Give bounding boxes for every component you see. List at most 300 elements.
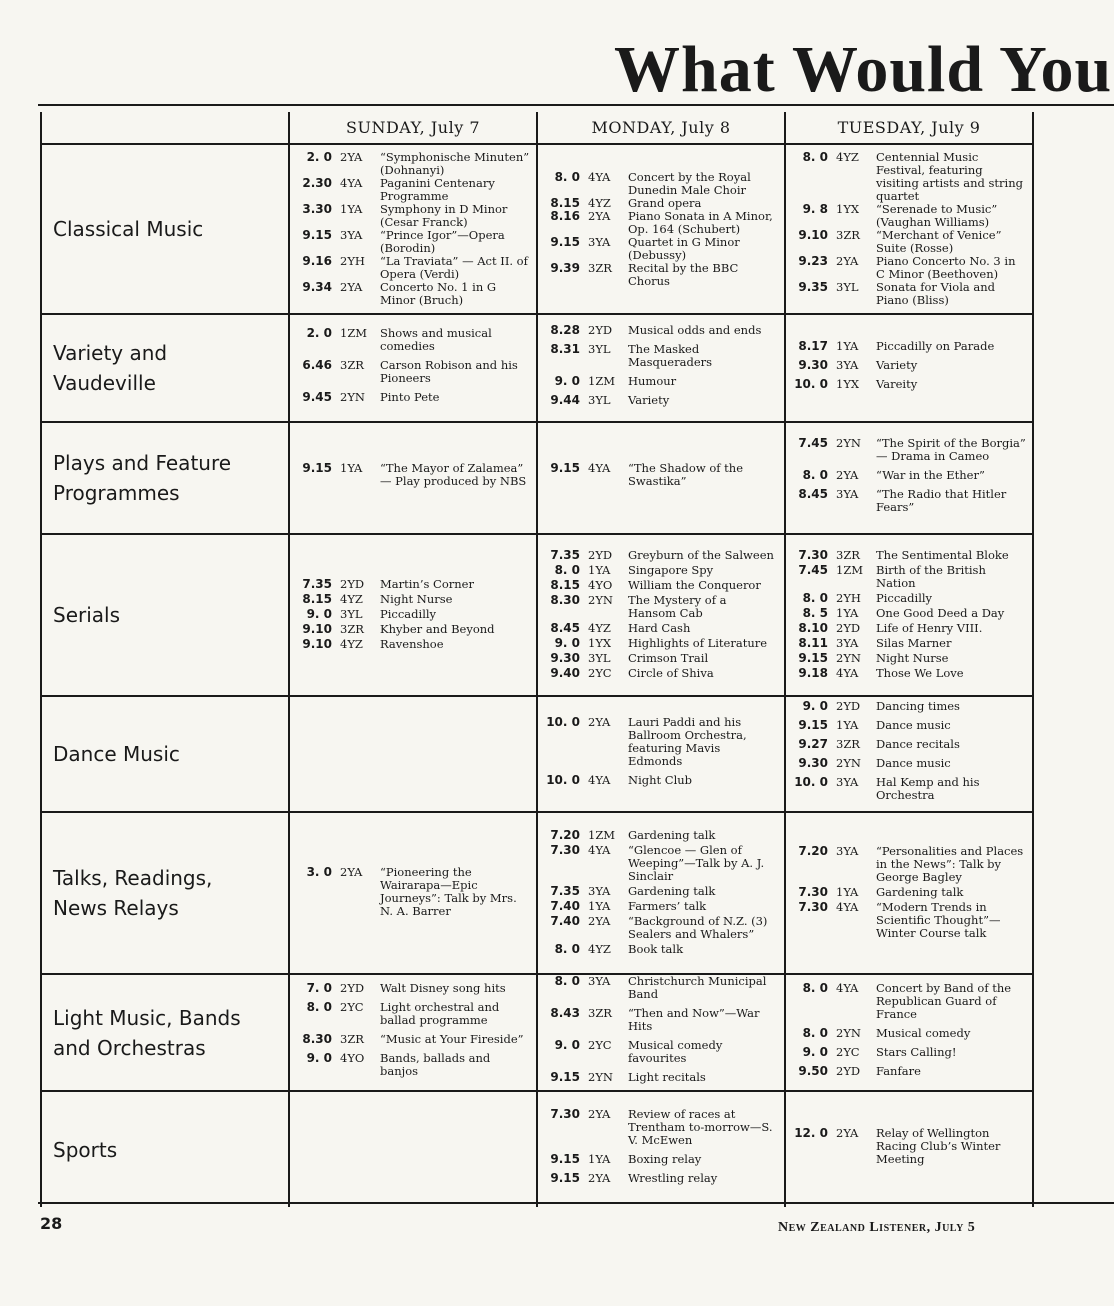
entry-station: 2YD: [836, 699, 861, 713]
programme-entry: [538, 1172, 784, 1191]
entry-time: 9. 0: [554, 635, 580, 650]
programme-list: [786, 151, 1032, 307]
entry-description: Concert by Band of the Republican Guard of France: [876, 980, 1012, 1021]
entry-description: Bands, ballads and banjos: [380, 1050, 491, 1078]
entry-description: “Merchant of Venice” Suite (Rosse): [876, 228, 1002, 255]
entry-description: “Serenade to Music” (Vaughan Williams): [876, 202, 998, 229]
entry-description: Christchurch Municipal Band: [628, 974, 767, 1001]
entry-station: 1YX: [836, 376, 860, 391]
programme-entry: [786, 151, 1032, 203]
entry-station: 2YA: [588, 208, 611, 223]
programme-entry: [290, 1001, 536, 1033]
entry-time: 8.15: [550, 577, 580, 592]
entry-station: 3YL: [836, 280, 859, 294]
entry-time: 9.34: [302, 280, 332, 294]
entry-time: 8. 0: [306, 999, 332, 1014]
programme-entry: [786, 607, 1032, 622]
programme-entry: [786, 378, 1032, 397]
programme-rows: [41, 144, 1033, 1207]
entry-description: Wrestling relay: [628, 1171, 718, 1185]
programme-entry: [786, 652, 1032, 667]
entry-station: 3YA: [588, 974, 611, 988]
entry-description: Khyber and Beyond: [380, 621, 495, 636]
programme-entry: [538, 885, 784, 900]
entry-time: 7. 0: [306, 980, 332, 995]
entry-station: 1YX: [588, 635, 612, 650]
programme-entry: [538, 900, 784, 915]
entry-description: “Pioneering the Wairarapa—Epic Journeys”: Talk by Mrs. N. A. Barrer: [380, 865, 517, 918]
entry-station: 3ZR: [340, 357, 364, 372]
entry-time: 10. 0: [546, 714, 580, 729]
entry-description: Singapore Spy: [628, 562, 714, 577]
programme-list: [786, 700, 1032, 808]
entry-station: 2YA: [340, 865, 363, 879]
programme-entry: [786, 622, 1032, 637]
category-cell: [41, 422, 289, 534]
programme-entry: [538, 943, 784, 958]
entry-time: 9.10: [798, 228, 828, 242]
entry-station: 3ZR: [836, 737, 860, 751]
programme-entry: [290, 229, 536, 255]
entry-station: 1YA: [836, 338, 859, 353]
entry-description: Symphony in D Minor (Cesar Franck): [380, 202, 508, 229]
entry-station: 1YA: [588, 562, 611, 577]
programme-entry: [786, 845, 1032, 886]
programme-list: [290, 982, 536, 1084]
entry-description: Farmers’ talk: [628, 898, 707, 913]
programme-list: [786, 982, 1032, 1084]
programme-entry: [538, 579, 784, 594]
entry-time: 8.31: [550, 341, 580, 356]
entry-station: 3ZR: [340, 1031, 364, 1046]
entry-time: 10. 0: [546, 772, 580, 787]
entry-station: 2YA: [340, 280, 363, 294]
programme-entry: [786, 549, 1032, 564]
publication-line: New Zealand Listener, July 5: [778, 1220, 976, 1235]
entry-time: 7.40: [550, 913, 580, 928]
category-row-classical-music: [41, 144, 1033, 314]
entry-time: 9.15: [798, 650, 828, 665]
entry-station: 3ZR: [588, 1006, 612, 1020]
entry-description: Circle of Shiva: [628, 665, 714, 680]
entry-station: 2YD: [836, 620, 861, 635]
entry-station: 2YD: [340, 980, 365, 995]
entry-description: Stars Calling!: [876, 1044, 957, 1059]
entry-station: 2YH: [340, 254, 365, 268]
entry-time: 9.23: [798, 254, 828, 268]
entry-station: 1YA: [836, 718, 859, 732]
entry-description: “The Radio that Hitler Fears”: [876, 486, 1007, 514]
category-cell: [41, 144, 289, 314]
entry-time: 8.15: [302, 591, 332, 606]
entry-time: 7.40: [550, 898, 580, 913]
entry-time: 10. 0: [794, 376, 828, 391]
programme-entry: [538, 324, 784, 343]
entry-time: 8.43: [550, 1006, 580, 1020]
entry-description: Gardening talk: [628, 883, 716, 898]
entry-time: 8.28: [550, 322, 580, 337]
entry-description: Birth of the British Nation: [876, 562, 986, 590]
entry-description: Piccadilly on Parade: [876, 338, 995, 353]
programme-entry: [290, 255, 536, 281]
entry-time: 9.16: [302, 254, 332, 268]
entry-description: Shows and musical comedies: [380, 325, 492, 353]
programme-entry: [786, 667, 1032, 682]
programme-entry: [538, 262, 784, 288]
entry-time: 8. 0: [802, 150, 828, 164]
programme-entry: [786, 340, 1032, 359]
entry-description: Musical comedy: [876, 1025, 971, 1040]
programme-entry: [786, 359, 1032, 378]
entry-time: 9.44: [550, 392, 580, 407]
schedule-cell-monday: [537, 1091, 785, 1207]
entry-time: 8. 0: [802, 590, 828, 605]
programme-list: [290, 151, 536, 307]
entry-station: 4YZ: [588, 941, 611, 956]
entry-description: One Good Deed a Day: [876, 605, 1005, 620]
programme-entry: [786, 982, 1032, 1027]
entry-station: 4YA: [588, 461, 611, 475]
entry-description: “Prince Igor”—Opera (Borodin): [380, 228, 505, 255]
entry-station: 2YN: [836, 435, 861, 450]
category-cell: [41, 314, 289, 422]
category-label: Talks, Readings, News Relays: [53, 866, 213, 920]
schedule-cell-sunday: [289, 974, 537, 1091]
programme-list: [538, 171, 784, 288]
entry-station: 1YA: [836, 884, 859, 899]
entry-description: Musical comedy favourites: [628, 1038, 723, 1065]
entry-station: 4YO: [588, 577, 613, 592]
entry-description: Walt Disney song hits: [380, 980, 506, 995]
schedule-cell-tuesday: [785, 422, 1033, 534]
entry-station: 4YO: [340, 1050, 365, 1065]
entry-description: Gardening talk: [876, 884, 964, 899]
programme-entry: [786, 437, 1032, 469]
entry-description: Gardening talk: [628, 827, 716, 842]
schedule-cell-sunday: [289, 144, 537, 314]
category-row-sports: [41, 1091, 1033, 1207]
schedule-cell-tuesday: [785, 974, 1033, 1091]
entry-description: Centennial Music Festival, featuring visiting artists and string quartet: [876, 150, 1023, 203]
programme-entry: [538, 594, 784, 622]
entry-station: 4YA: [836, 899, 859, 914]
entry-station: 3YL: [340, 606, 363, 621]
entry-description: Light orchestral and ballad programme: [380, 999, 500, 1027]
programme-entry: [786, 1046, 1032, 1065]
page-number: 28: [40, 1214, 63, 1233]
entry-time: 9.35: [798, 280, 828, 294]
entry-time: 9. 0: [802, 1044, 828, 1059]
programme-entry: [786, 592, 1032, 607]
entry-station: 2YD: [588, 322, 613, 337]
entry-time: 9.15: [302, 228, 332, 242]
entry-time: 7.30: [798, 899, 828, 914]
entry-description: “Music at Your Fireside”: [380, 1031, 524, 1046]
programme-entry: [786, 901, 1032, 942]
programme-entry: [538, 667, 784, 682]
programme-entry: [538, 637, 784, 652]
programme-entry: [290, 866, 536, 920]
entry-station: 2YN: [588, 592, 613, 607]
programme-list: [290, 327, 536, 410]
programme-entry: [538, 462, 784, 494]
entry-station: 3ZR: [836, 547, 860, 562]
entry-time: 8. 5: [802, 605, 828, 620]
entry-description: Those We Love: [876, 665, 964, 680]
programme-entry: [290, 151, 536, 177]
schedule-cell-sunday: [289, 696, 537, 812]
programme-entry: [538, 1153, 784, 1172]
category-label: Dance Music: [53, 742, 180, 766]
entry-station: 2YD: [836, 1063, 861, 1078]
entry-description: Fanfare: [876, 1063, 921, 1078]
programme-entry: [290, 327, 536, 359]
programme-entry: [786, 1027, 1032, 1046]
entry-description: Piccadilly: [876, 590, 933, 605]
entry-time: 2. 0: [306, 325, 332, 340]
entry-description: Dance music: [876, 756, 951, 770]
entry-station: 2YA: [588, 714, 611, 729]
programme-entry: [290, 203, 536, 229]
programme-list: [786, 549, 1032, 682]
schedule-cell-monday: [537, 422, 785, 534]
schedule-cell-tuesday: [785, 1091, 1033, 1207]
page-title: What Would You: [614, 33, 1113, 106]
entry-description: Relay of Wellington Racing Club’s Winter Meeting: [876, 1126, 1001, 1166]
entry-time: 9.15: [550, 1171, 580, 1185]
entry-station: 4YZ: [340, 636, 363, 651]
entry-station: 4YA: [588, 169, 611, 184]
programme-entry: [290, 281, 536, 307]
entry-description: Dance music: [876, 718, 951, 732]
entry-description: Recital by the BBC Chorus: [628, 260, 739, 288]
programme-entry: [538, 716, 784, 774]
entry-description: “War in the Ether”: [876, 467, 985, 482]
programme-entry: [290, 608, 536, 623]
entry-station: 4YA: [836, 665, 859, 680]
programme-entry: [290, 359, 536, 391]
category-row-serials: [41, 534, 1033, 696]
entry-station: 4YA: [340, 176, 363, 190]
schedule-cell-monday: [537, 696, 785, 812]
programme-entry: [538, 564, 784, 579]
category-cell: [41, 974, 289, 1091]
entry-time: 8.11: [798, 635, 828, 650]
category-row-talks-readings-news-relays: [41, 812, 1033, 974]
entry-station: 3YA: [836, 775, 859, 789]
entry-station: 1YA: [340, 202, 363, 216]
entry-station: 3YA: [340, 228, 363, 242]
entry-time: 8. 0: [802, 467, 828, 482]
entry-station: 3YL: [588, 341, 611, 356]
day-header-sunday: SUNDAY, July 7: [289, 112, 537, 144]
entry-station: 2YC: [836, 1044, 860, 1059]
category-label: Plays and Feature Programmes: [53, 451, 232, 505]
entry-station: 3YA: [588, 883, 611, 898]
entry-station: 1YX: [836, 202, 860, 216]
entry-description: “La Traviata” — Act II. of Opera (Verdi): [380, 254, 528, 281]
entry-station: 2YC: [588, 665, 612, 680]
category-label: Light Music, Bands and Orchestras: [53, 1005, 241, 1060]
entry-time: 6.46: [302, 357, 332, 372]
entry-description: Life of Henry VIII.: [876, 620, 983, 635]
entry-description: “Glencoe — Glen of Weeping”—Talk by A. J. Sinclair: [628, 842, 765, 883]
entry-station: 2YD: [340, 576, 365, 591]
entry-station: 4YA: [588, 842, 611, 857]
programme-list: [786, 1127, 1032, 1172]
entry-description: Ravenshoe: [380, 636, 444, 651]
entry-description: Sonata for Viola and Piano (Bliss): [876, 280, 996, 307]
entry-station: 4YZ: [340, 591, 363, 606]
schedule-cell-monday: [537, 144, 785, 314]
category-label: Serials: [53, 603, 121, 627]
entry-description: Variety: [628, 392, 670, 407]
entry-station: 2YN: [588, 1070, 613, 1084]
entry-time: 9. 0: [306, 1050, 332, 1065]
entry-description: The Masked Masqueraders: [628, 341, 713, 369]
entry-time: 8.17: [798, 338, 828, 353]
entry-station: 2YA: [588, 1107, 611, 1121]
programme-entry: [786, 776, 1032, 808]
entry-description: The Mystery of a Hansom Cab: [628, 592, 727, 620]
schedule-cell-monday: [537, 812, 785, 974]
entry-description: Piano Concerto No. 3 in C Minor (Beethoven): [876, 254, 1016, 281]
entry-description: Paganini Centenary Programme: [380, 176, 495, 203]
schedule-cell-sunday: [289, 534, 537, 696]
programme-list: [786, 340, 1032, 397]
entry-time: 7.20: [550, 827, 580, 842]
entry-description: Grand opera: [628, 195, 702, 210]
entry-station: 1YA: [588, 1152, 611, 1166]
entry-description: Humour: [628, 373, 677, 388]
programme-list: [538, 462, 784, 494]
entry-time: 7.45: [798, 562, 828, 577]
programme-entry: [538, 171, 784, 197]
entry-time: 8. 0: [554, 941, 580, 956]
programme-entry: [538, 975, 784, 1007]
programme-entry: [538, 549, 784, 564]
entry-description: “Then and Now”—War Hits: [628, 1006, 760, 1033]
programme-entry: [786, 281, 1032, 307]
entry-time: 9.18: [798, 665, 828, 680]
programme-list: [538, 716, 784, 793]
programme-entry: [290, 462, 536, 494]
programme-entry: [538, 1007, 784, 1039]
programme-grid: [40, 112, 1034, 1207]
entry-time: 8.45: [798, 486, 828, 501]
entry-time: 9.15: [550, 234, 580, 249]
programme-entry: [290, 982, 536, 1001]
entry-time: 8. 0: [802, 1025, 828, 1040]
entry-station: 2YN: [836, 650, 861, 665]
day-header-monday: MONDAY, July 8: [537, 112, 785, 144]
category-row-dance-music: [41, 696, 1033, 812]
entry-description: Hal Kemp and his Orchestra: [876, 775, 980, 802]
entry-time: 9.30: [798, 756, 828, 770]
programme-entry: [290, 578, 536, 593]
entry-description: “The Mayor of Zalamea” — Play produced by NBS: [380, 461, 527, 488]
entry-time: 8. 0: [554, 562, 580, 577]
entry-time: 9.10: [302, 636, 332, 651]
entry-description: Musical odds and ends: [628, 322, 762, 337]
entry-time: 9.40: [550, 665, 580, 680]
entry-description: Quartet in G Minor (Debussy): [628, 234, 740, 262]
entry-description: Highlights of Literature: [628, 635, 768, 650]
programme-entry: [786, 229, 1032, 255]
entry-station: 1ZM: [340, 325, 368, 340]
entry-station: 2YA: [836, 1126, 859, 1140]
entry-description: Martin’s Corner: [380, 576, 474, 591]
entry-time: 7.35: [302, 576, 332, 591]
entry-station: 3YA: [836, 635, 859, 650]
category-label: Classical Music: [53, 217, 204, 241]
entry-description: Light recitals: [628, 1070, 706, 1084]
category-label: Variety and Vaudeville: [53, 341, 168, 395]
programme-entry: [290, 638, 536, 653]
entry-station: 2YA: [588, 913, 611, 928]
entry-time: 8.15: [550, 195, 580, 210]
entry-time: 7.35: [550, 883, 580, 898]
entry-time: 8.30: [302, 1031, 332, 1046]
entry-description: Piccadilly: [380, 606, 437, 621]
programme-list: [538, 975, 784, 1090]
entry-description: Silas Marner: [876, 635, 952, 650]
entry-description: Review of races at Trentham to-morrow—S. V. McEwen: [628, 1107, 773, 1147]
entry-station: 1ZM: [588, 827, 616, 842]
programme-entry: [786, 700, 1032, 719]
entry-time: 12. 0: [794, 1126, 828, 1140]
programme-list: [538, 324, 784, 413]
programme-entry: [538, 1039, 784, 1071]
programme-entry: [538, 210, 784, 236]
entry-station: 2YC: [588, 1038, 612, 1052]
entry-station: 2YA: [588, 1171, 611, 1185]
entry-station: 4YA: [836, 980, 859, 995]
programme-entry: [786, 203, 1032, 229]
programme-entry: [290, 593, 536, 608]
category-label: Sports: [53, 1137, 118, 1162]
entry-description: “The Shadow of the Swastika”: [628, 461, 744, 488]
entry-description: Dancing times: [876, 699, 960, 713]
entry-description: Night Nurse: [876, 650, 949, 665]
entry-time: 7.30: [798, 884, 828, 899]
entry-description: Piano Sonata in A Minor, Op. 164 (Schubert): [628, 208, 773, 236]
entry-time: 9.30: [550, 650, 580, 665]
programme-entry: [786, 637, 1032, 652]
programme-list: [290, 866, 536, 920]
entry-station: 2YN: [836, 1025, 861, 1040]
entry-time: 9.15: [550, 1070, 580, 1084]
entry-time: 9. 0: [554, 1038, 580, 1052]
entry-time: 2. 0: [306, 150, 332, 164]
entry-time: 3. 0: [306, 865, 332, 879]
programme-list: [786, 845, 1032, 942]
schedule-cell-tuesday: [785, 314, 1033, 422]
entry-station: 3ZR: [836, 228, 860, 242]
schedule-cell-tuesday: [785, 696, 1033, 812]
entry-description: “The Spirit of the Borgia” — Drama in Cameo: [876, 435, 1026, 463]
entry-time: 9.30: [798, 357, 828, 372]
programme-list: [538, 1108, 784, 1191]
entry-time: 8.10: [798, 620, 828, 635]
programme-list: [538, 829, 784, 958]
schedule-cell-sunday: [289, 812, 537, 974]
entry-time: 9. 0: [306, 606, 332, 621]
entry-time: 9.15: [798, 718, 828, 732]
entry-station: 4YZ: [588, 620, 611, 635]
entry-description: “Modern Trends in Scientific Thought”—Winter Course talk: [876, 899, 1001, 940]
entry-station: 3YA: [588, 234, 611, 249]
